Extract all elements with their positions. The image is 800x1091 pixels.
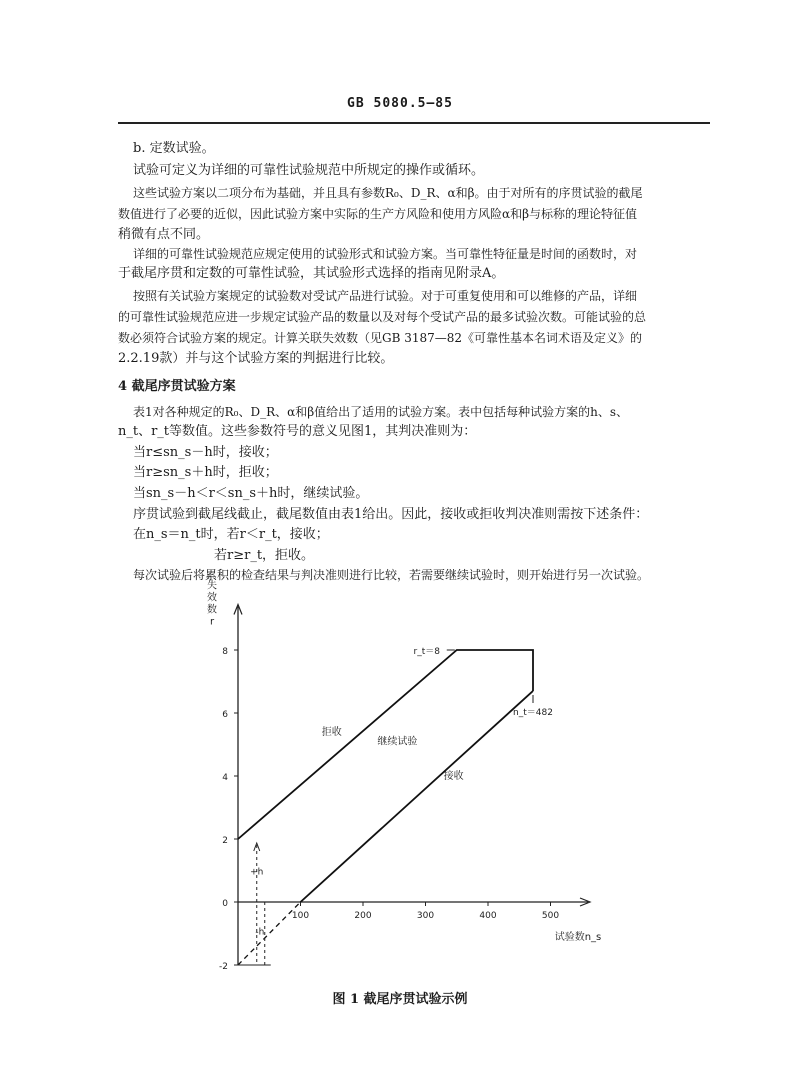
y-tick-label: 8 <box>222 647 228 657</box>
y-tick-label: 0 <box>222 899 228 909</box>
para-line: 稍微有点不同。 <box>118 227 210 242</box>
reject-region-label: 拒收 <box>321 727 342 739</box>
para-line: 于截尾序贯和定数的可靠性试验，其试验形式选择的指南见附录A。 <box>118 266 505 281</box>
para-line: b. 定数试验。 <box>133 141 215 156</box>
para-line: 按照有关试验方案规定的试验数对受试产品进行试验。对于可重复使用和可以维修的产品，详细 <box>133 289 638 303</box>
criterion-line: 当r≤sn_s－h时，接收； <box>133 445 278 460</box>
plus-h-label: +h <box>250 867 264 878</box>
criterion-line: 当sn_s－h＜r＜sn_s＋h时，继续试验。 <box>133 486 369 501</box>
y-axis-label-char: 数 <box>207 604 217 616</box>
x-tick-label: 200 <box>354 911 372 921</box>
continue-region-label: 继续试验 <box>377 736 418 748</box>
x-tick-label: 500 <box>541 911 560 921</box>
x-tick-label: 400 <box>479 911 497 921</box>
nt-label: n_t＝482 <box>513 707 553 718</box>
para-line: 数值进行了必要的近似，因此试验方案中实际的生产方风险和使用方风险α和β与标称的理论特征值 <box>118 207 638 221</box>
x-tick-label: 300 <box>416 911 435 921</box>
y-axis-label-char: 失 <box>207 580 217 592</box>
para-line: 序贯试验到截尾线截止，截尾数值由表1给出。因此，接收或拒收判决准则需按下述条件： <box>133 507 649 522</box>
chart-axes <box>234 605 590 966</box>
criterion-line: 若r≥r_t，拒收。 <box>214 548 315 563</box>
accept-boundary-line <box>301 691 534 902</box>
criterion-line: 当r≥sn_s＋h时，拒收； <box>133 465 278 480</box>
para-line: 的可靠性试验规范应进一步规定试验产品的数量以及对每个受试产品的最多试验次数。可能试验的总 <box>118 310 647 324</box>
para-line: 详细的可靠性试验规范应规定使用的试验形式和试验方案。当可靠性特征量是时间的函数时，对 <box>133 247 638 261</box>
y-tick-label: 4 <box>222 773 228 783</box>
para-line: 表1对各种规定的R₀、D_R、α和β值给出了适用的试验方案。表中包括每种试验方案的h、s、 <box>133 405 629 419</box>
x-axis-label: 试验数n_s <box>554 932 602 943</box>
rt-label: r_t＝8 <box>413 647 440 657</box>
chart-labels <box>207 579 601 973</box>
y-axis-label-char: 效 <box>207 592 217 604</box>
para-line: n_t、r_t等数值。这些参数符号的意义见图1，其判决准则为： <box>118 424 477 439</box>
y-tick-label: 6 <box>222 710 228 720</box>
section-heading: 4 截尾序贯试验方案 <box>118 379 236 394</box>
para-line: 数必须符合试验方案的规定。计算关联失效数（见GB 3187—82《可靠性基本名词术语及定义》的 <box>118 331 643 345</box>
y-tick-label: 2 <box>222 836 228 846</box>
para-line: 2.2.19款）并与这个试验方案的判据进行比较。 <box>118 351 394 366</box>
figure-caption: 图 1 截尾序贯试验示例 <box>332 992 468 1007</box>
para-line: 这些试验方案以二项分布为基础，并且具有参数R₀、D_R、α和β。由于对所有的序贯试验的截尾 <box>133 186 643 200</box>
para-line: 每次试验后将累积的检查结果与判决准则进行比较，若需要继续试验时，则开始进行另一次试验。 <box>133 568 650 582</box>
y-tick-label: -2 <box>219 962 228 972</box>
x-tick-label: 100 <box>291 911 310 921</box>
minus-h-label: -h <box>255 927 265 938</box>
y-axis-label-char: r <box>209 616 215 628</box>
standard-header: GB 5080.5—85 <box>347 96 453 111</box>
para-line: 试验可定义为详细的可靠性试验规范中所规定的操作或循环。 <box>133 163 485 178</box>
accept-region-label: 接收 <box>443 771 464 783</box>
criterion-line: 在n_s＝n_t时，若r＜r_t，接收； <box>133 527 329 542</box>
